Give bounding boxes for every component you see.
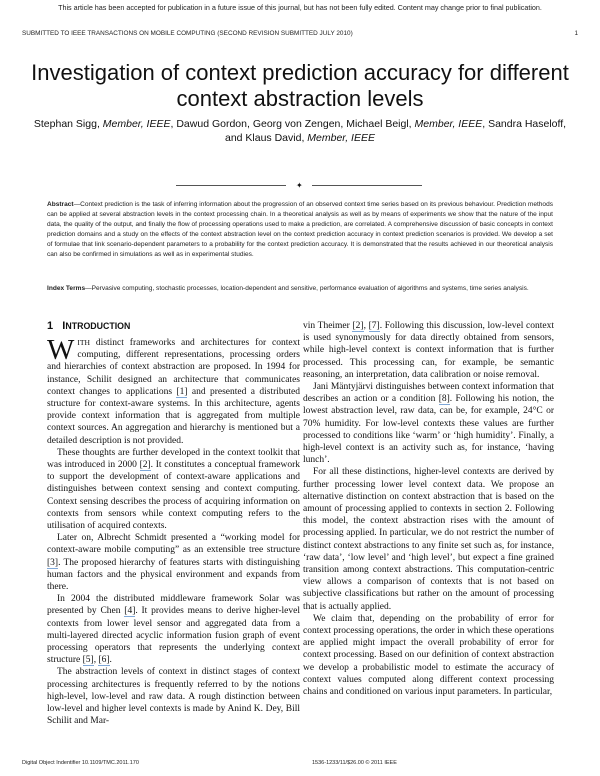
author-name: Klaus David [245, 132, 302, 144]
paragraph: In 2004 the distributed middleware framework Solar was presented by Chen [4]. It provides means to derive higher-level contexts from lower level sensor and aggregated data from a multi-layered directed acyclic information fusion graph of event processing operators that represents the underlying context structure [5], [6]. [47, 594, 300, 666]
paragraph: For all these distinctions, higher-level contexts are derived by further processing lower level context data. We propose an alternative distinction on context abstraction that is based on the amount of processing applied to contexts in section 2. Following this model, the context abstraction rises with the amount of processing applied. In particular, we do not restrict the number of distinct context abstractions to any finite set such as, for instance, ‘raw data’, ‘low level’ and ‘high level’, but expect a fine grained transition among context abstractions. This computation-centric view allows a comparison of contexts that is not based on subjective classifications but rather on the amount of processing that is actually applied. [303, 467, 554, 612]
author-role: Member, IEEE [414, 118, 483, 130]
section-title-rest: NTRODUCTION [65, 321, 131, 331]
publication-banner: This article has been accepted for publication in a future issue of this journal, but has not been fully edited. Content may change prior to final publication. [58, 3, 542, 12]
author-role: Member, IEEE [307, 132, 375, 144]
citation-link[interactable]: [5] [82, 655, 94, 666]
citation-link[interactable]: [2] [139, 460, 151, 471]
paragraph: Jani Mäntyjärvi distinguishes between context information that describes an action or a condition [8]. Following his notion, the lowest abstraction level, raw data, can be, for example, 24°C or 70% humidity. For low-level contexts these values are further processed to conditions like ‘warm’ or ‘high humidity’. Finally, a high-level context is an activity such as, for instance, ‘having lunch’. [303, 382, 554, 466]
citation-link[interactable]: [3] [47, 557, 59, 568]
paragraph: These thoughts are further developed in the context toolkit that was introduced in 2000 [2]. It constitutes a conceptual framework to support the development of context-aware applications and distinguishes between context sensing and context computing. Context sensing describes the process of acquiring information on contexts from sensors while context computing refers to the utilisation of acquired contexts. [47, 447, 300, 532]
divider-diamond-icon: ✦ [296, 181, 303, 190]
author-name: Georg von Zengen [252, 118, 341, 130]
citation-link[interactable]: [2] [352, 321, 364, 331]
small-caps-word: ITH [77, 338, 91, 347]
index-terms-text: —Pervasive computing, stochastic processes, location-dependent and sensitive, performance evaluation of algorithms and systems, time series analysis. [85, 285, 529, 292]
paragraph: WITH distinct frameworks and architectures for context computing, different representations, processing orders and hierarchies of context abstraction are proposed. In 1994 for instance, Schilit designed an architecture that communicates context changes to applications [1] and presented a distributed structure for context-aware systems. In this architecture, agents provide context information that is aggregated from multiple context sources. An aggregation and hierarchy is mentioned but a detailed description is not provided. [47, 334, 300, 446]
author-role: Member, IEEE [102, 118, 171, 130]
drop-cap: W [47, 334, 75, 366]
paragraph: Later on, Albrecht Schmidt presented a “working model for context-aware mobile computing” as an extensible tree structure [3]. The proposed hierarchy of features starts with distinguishing human factors and the physical environment and expands from there. [47, 533, 300, 593]
author-name: Stephan Sigg [33, 118, 97, 130]
index-terms [47, 284, 553, 294]
abstract-text: —Context prediction is the task of inferring information about the progression of an observed context time series based on its previous behaviour. Prediction methods can be applied at several abstraction levels in the context processing chain. In a theoretical analysis as well as by means of experiments we show that the nature of the input data, the quality of the output, and finally the flow of processing operations used to make a prediction, are correlated. A comprehensive discussion of basic concepts in context prediction domains and a study on the effects of the context abstraction level on the context prediction accuracy in context prediction scenarios is provided. We develop a set of formulae that link scenario-dependent parameters to a probability for the context prediction accuracy. It is demonstrated that the results achieved in our theoretical analysis can also be confirmed in simulations as well as in experimental studies. [47, 201, 553, 258]
author-list: Stephan Sigg, Member, IEEE, Dawud Gordon, Georg von Zengen, Michael Beigl, Member, IEEE, Sandra Haseloff, and Klaus David, Member, IEEE [33, 118, 567, 144]
section-heading [47, 320, 300, 335]
author-name: Dawud Gordon [176, 118, 247, 130]
abstract-label: Abstract [47, 201, 74, 208]
title-divider [0, 181, 600, 191]
citation-link[interactable]: [6] [98, 655, 110, 666]
citation-link[interactable]: [4] [124, 606, 136, 617]
section-number: 1 [47, 320, 54, 332]
paragraph: The abstraction levels of context in distinct stages of context processing architectures is frequently referred to by the notions high-level, low-level and raw data. A rough distinction between low-level and higher level contexts is made by Anind K. Dey, Bill Schilit and Mar- [47, 667, 300, 727]
paper-title: Investigation of context prediction accuracy for different context abstraction levels [31, 60, 569, 111]
page-footer [22, 760, 578, 766]
author-name: Michael Beigl [346, 118, 409, 130]
abstract [47, 200, 553, 260]
running-head [22, 30, 578, 37]
index-terms-label: Index Terms [47, 285, 86, 292]
right-column [303, 320, 554, 698]
citation-link[interactable]: [8] [438, 394, 450, 405]
paragraph: We claim that, depending on the probability of error for context processing operations, the order in which these operations are applied might impact the overall probability of error for context processing. Based on our definition of context abstraction we develop a probabilistic model to estimate the accuracy of context values computed along different context processing chains and conditioned on various input parameters. In particular, [303, 613, 554, 698]
paragraph: vin Theimer [2], [7]. Following this discussion, low-level context is used synonymously for data directly obtained from sensors, while high-level context is context information that is further processed. This processing can, for example, be semantic reasoning, an interpretation, data calibration or noise removal. [303, 321, 554, 380]
divider-line-left [176, 185, 286, 186]
section-title-first: I [62, 320, 66, 332]
left-column [47, 320, 300, 728]
page-number: 1 [574, 30, 578, 37]
running-head-text: SUBMITTED TO IEEE TRANSACTIONS ON MOBILE COMPUTING (SECOND REVISION SUBMITTED JULY 2010) [22, 30, 353, 37]
author-name: Sandra Haseloff [488, 118, 564, 130]
issn-text: 1536-1233/11/$26.00 © 2011 IEEE [312, 760, 397, 766]
doi-text: Digital Object Indentifier 10.1109/TMC.2011.170 [22, 760, 139, 766]
citation-link[interactable]: [1] [176, 386, 188, 397]
citation-link[interactable]: [7] [368, 321, 380, 331]
divider-line-right [312, 185, 422, 186]
